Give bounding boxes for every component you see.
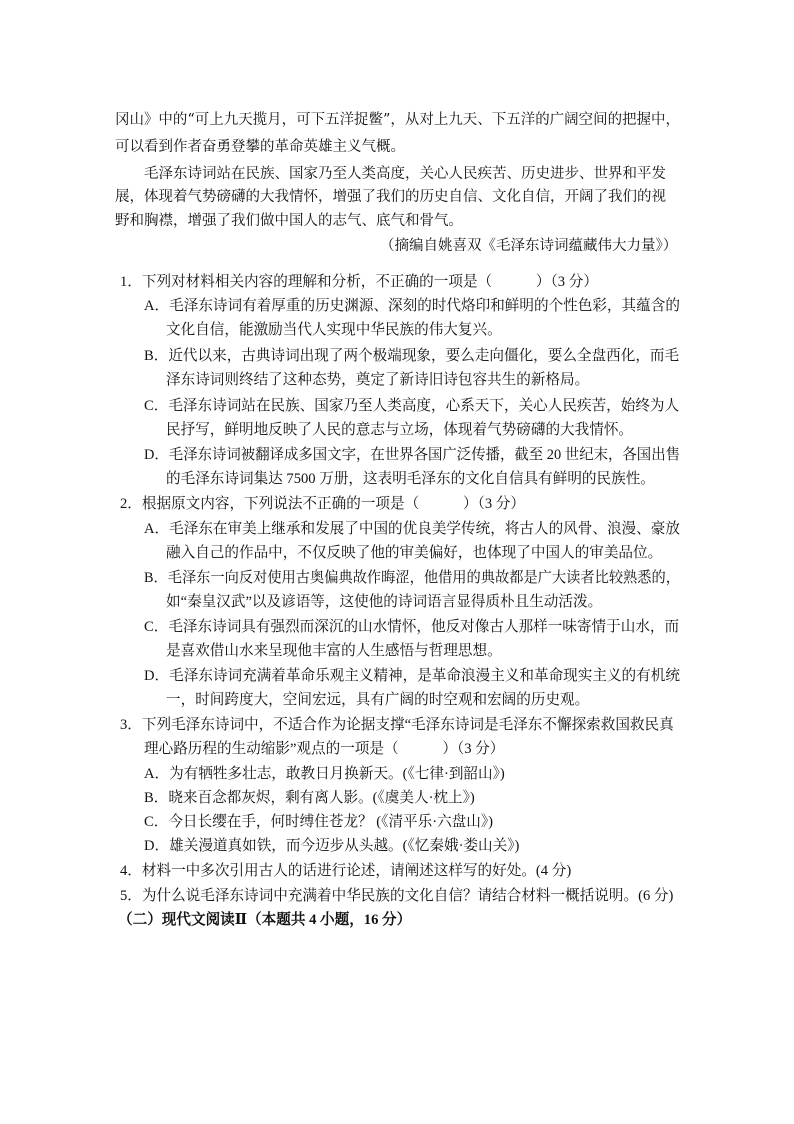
passage-line-2: 可以看到作者奋勇登攀的革命英雄主义气概。 (115, 139, 405, 155)
q3-stem-line-2: 理心路历程的生动缩影”观点的一项是（ ）（3 分） (144, 741, 505, 757)
q4-stem: 4．材料一中多次引用古人的话进行论述，请阐述这样写的好处。(4 分) (120, 863, 572, 879)
q2-option-b-line-2: 如“秦皇汉武”以及谚语等，这使他的诗词语言显得质朴且生动活泼。 (166, 594, 603, 610)
q1-option-a-line-1: A．毛泽东诗词有着厚重的历史渊源、深刻的时代烙印和鲜明的个性色彩，其蕴含的 (144, 298, 680, 314)
q2-option-c-line-2: 是喜欢借山水来呈现他丰富的人生感悟与哲理思想。 (166, 643, 502, 659)
q2-option-a-line-1: A．毛泽东在审美上继承和发展了中国的优良美学传统，将古人的风骨、浪漫、豪放 (144, 521, 680, 537)
q1-option-b-line-1: B．近代以来，古典诗词出现了两个极端现象，要么走向僵化，要么全盘西化，而毛 (144, 348, 680, 364)
q1-stem: 1．下列对材料相关内容的理解和分析，不正确的一项是（ ）（3 分） (120, 274, 598, 290)
q1-option-c-line-2: 民抒写，鲜明地反映了人民的意志与立场，体现着气势磅礴的大我情怀。 (166, 422, 634, 438)
q1-option-c-line-1: C．毛泽东诗词站在民族、国家乃至人类高度，心系天下，关心人民疾苦，始终为人 (144, 398, 680, 414)
q2-option-a-line-2: 融入自己的作品中，不仅反映了他的审美偏好，也体现了中国人的审美品位。 (166, 545, 663, 561)
q1-option-d-line-2: 的毛泽东诗词集达 7500 万册，这表明毛泽东的文化自信具有鲜明的民族性。 (166, 471, 655, 487)
q5-stem: 5．为什么说毛泽东诗词中充满着中华民族的文化自信？请结合材料一概括说明。(6 分) (120, 888, 674, 904)
passage-source: （摘编自姚喜双《毛泽东诗词蕴藏伟大力量》） (380, 238, 678, 254)
q1-option-b-line-2: 泽东诗词则终结了这种态势，奠定了新诗旧诗包容共生的新格局。 (166, 372, 590, 388)
passage-line-5: 野和胸襟，增强了我们做中国人的志气、底气和骨气。 (115, 213, 463, 229)
section-heading: （二）现代文阅读Ⅱ（本题共 4 小题，16 分） (118, 912, 412, 928)
q2-option-b-line-1: B．毛泽东一向反对使用古奥偏典故作晦涩，他借用的典故都是广大读者比较熟悉的， (144, 570, 680, 586)
q2-option-c-line-1: C．毛泽东诗词具有强烈而深沉的山水情怀，他反对像古人那样一味寄情于山水，而 (144, 619, 680, 635)
q3-option-a: A．为有牺牲多壮志，敢教日月换新天。(《七律·到韶山》) (144, 766, 505, 782)
q3-option-c: C．今日长缨在手，何时缚住苍龙？ (《清平乐·六盘山》) (144, 814, 494, 830)
passage-line-1: 冈山》中的“可上九天揽月，可下五洋捉鳖”，从对上九天、下五洋的广阔空间的把握中， (115, 112, 680, 128)
q2-option-d-line-1: D．毛泽东诗词充满着革命乐观主义精神，是革命浪漫主义和革命现实主义的有机统 (144, 668, 680, 684)
q2-option-d-line-2: 一，时间跨度大，空间宏远，具有广阔的时空观和宏阔的历史观。 (166, 692, 590, 708)
passage-line-3: 毛泽东诗词站在民族、国家乃至人类高度，关心人民疾苦、历史进步、世界和平发 (144, 166, 666, 182)
q1-option-a-line-2: 文化自信，能激励当代人实现中华民族的伟大复兴。 (166, 322, 502, 338)
q2-stem: 2．根据原文内容，下列说法不正确的一项是（ ）（3 分） (120, 496, 525, 512)
q1-option-d-line-1: D．毛泽东诗词被翻译成多国文字，在世界各国广泛传播，截至 20 世纪末，各国出售 (144, 447, 680, 463)
q3-option-b: B．晓来百念都灰烬，剩有离人影。(《虞美人·枕上》) (144, 790, 475, 806)
q3-stem-line-1: 3．下列毛泽东诗词中，不适合作为论据支撑“毛泽东诗词是毛泽东不懈探索救国救民真 (120, 717, 674, 733)
passage-line-4: 展，体现着气势磅礴的大我情怀，增强了我们的历史自信、文化自信，开阔了我们的视 (115, 189, 666, 205)
q3-option-d: D．雄关漫道真如铁，而今迈步从头越。(《忆秦娥·娄山关》) (144, 838, 520, 854)
